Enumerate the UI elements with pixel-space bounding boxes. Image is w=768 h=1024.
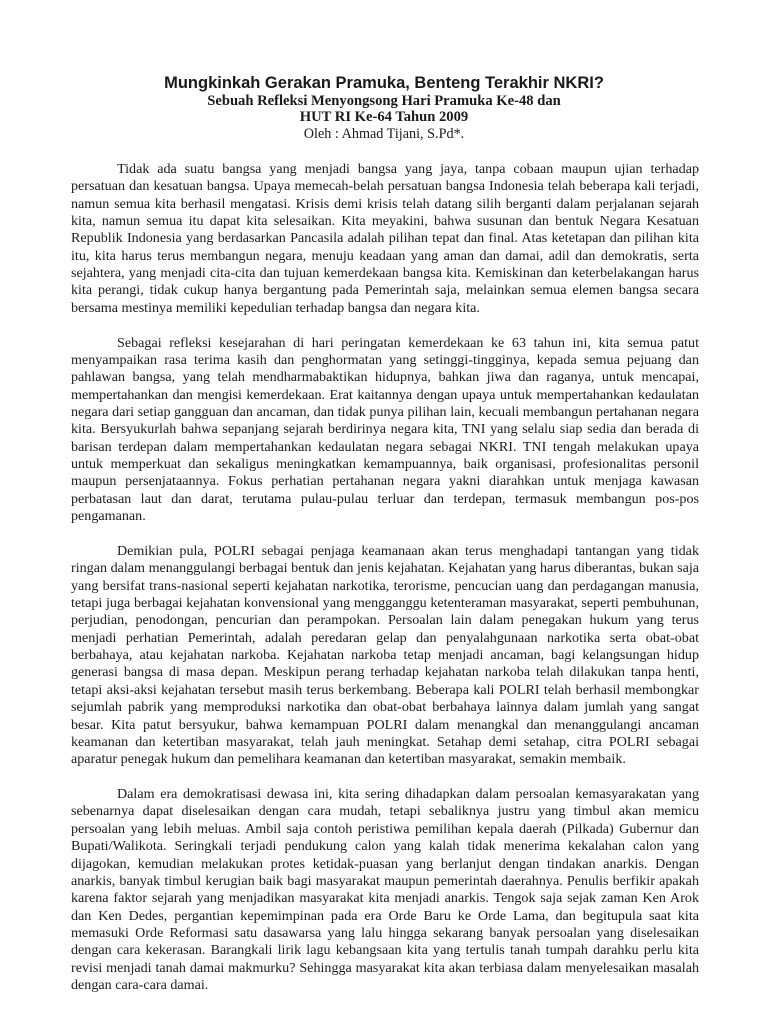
paragraph-2: Sebagai refleksi kesejarahan di hari peringatan kemerdekaan ke 63 tahun ini, kita semua patut menyampaikan rasa terima kasih dan penghormatan yang setinggi-tingginya, kepada semua pejuang dan pahlawan bangsa, yang telah mendharmabaktikan hidupnya, bahkan jiwa dan raganya, untuk mencapai, mempertahankan dan mengisi kemerdekaan. Erat kaitannya dengan upaya untuk mempertahankan kedaulatan negara dari setiap gangguan dan ancaman, dan tidak punya pilihan lain, kecuali membangun pertahanan negara kita. Bersyukurlah bahwa sepanjang sejarah berdirinya negara kita, TNI yang selalu siap sedia dan berada di barisan terdepan dalam mempertahankan kedaulatan negara sebagai NKRI. TNI tengah melakukan upaya untuk memperkuat dan sekaligus meningkatkan kemampuannya, baik organisasi, profesionalitas personil maupun persenjataannya. Fokus perhatian pertahanan negara yakni diarahkan untuk menjaga kawasan perbatasan laut dan darat, terutama pulau-pulau terluar dan terdepan, termasuk membangun pos-pos pengamanan. (71, 334, 699, 525)
document-title: Mungkinkah Gerakan Pramuka, Benteng Terakhir NKRI? (164, 74, 604, 92)
paragraph-3: Demikian pula, POLRI sebagai penjaga keamanaan akan terus menghadapi tantangan yang tidak ringan dalam menanggulangi berbagai bentuk dan jenis kejahatan. Kejahatan yang harus diberantas, bukan saja yang bersifat trans-nasional seperti kejahatan narkotika, terorisme, pencucian uang dan perdagangan manusia, tetapi juga berbagai kejahatan konvensional yang mengganggu ketenteraman masyarakat, seperti pembuhunan, perjudian, penodongan, pencurian dan perampokan. Persoalan lain dalam penegakan hukum yang terus menjadi perhatian Pemerintah, adalah peredaran gelap dan penyalahgunaan narkotika serta obat-obat berbahaya, atau kejahatan narkoba. Kejahatan narkoba tetap menjadi ancaman, bagi kelangsungan hidup generasi bangsa di masa depan. Meskipun perang terhadap kejahatan narkoba telah dilakukan tanpa henti, tetapi aksi-aksi kejahatan tersebut masih terus berkembang. Beberapa kali POLRI telah berhasil membongkar sejumlah pabrik yang memproduksi narkotika dan obat-obat berbahaya lainnya dalam jumlah yang sangat besar. Kita patut bersyukur, bahwa kemampuan POLRI dalam menangkal dan menanggulangi ancaman keamanan dan ketertiban masyarakat, telah jauh meningkat. Setahap demi setahap, citra POLRI sebagai aparatur penegak hukum dan pemelihara keamanan dan ketertiban masyarakat, semakin membaik. (71, 543, 699, 768)
document-header (0, 73, 768, 143)
document-subtitle-line-2: HUT RI Ke-64 Tahun 2009 (299, 109, 469, 125)
paragraph-4: Dalam era demokratisasi dewasa ini, kita sering dihadapkan dalam persoalan kemasyarakatan yang sebenarnya dapat diselesaikan dengan cara mudah, tetapi sebaliknya justru yang timbul akan memicu persoalan yang lebih meluas. Ambil saja contoh peristiwa pemilihan kepala daerah (Pilkada) Gubernur dan Bupati/Walikota. Seringkali terjadi pendukung calon yang kalah tidak menerima kekalahan calon yang dijagokan, kemudian melakukan protes ketidak-puasan yang berlanjut dengan tindakan anarkis. Dengan anarkis, banyak timbul kerugian baik bagi masyarakat maupun pemerintah daerahnya. Penulis berfikir apakah karena faktor sejarah yang menjadikan masyarakat kita menjadi anarkis. Tengok saja sejak zaman Ken Arok dan Ken Dedes, pergantian kepemimpinan pada era Orde Baru ke Orde Lama, dan begitupula saat kita memasuki Orde Reformasi satu dasawarsa yang lalu hingga sekarang banyak persoalan yang diselesaikan dengan cara kekerasan. Barangkali lirik lagu kebangsaan kita yang tertulis tanah tumpah darahku perlu kita revisi menjadi tanah damai makmurku? Sehingga masyarakat kita akan terbiasa dalam menyelesaikan masalah dengan cara-cara damai. (71, 786, 699, 993)
document-subtitle-line-1: Sebuah Refleksi Menyongsong Hari Pramuka Ke-48 dan (207, 93, 561, 109)
document-author: Oleh : Ahmad Tijani, S.Pd*. (303, 126, 465, 142)
paragraph-1: Tidak ada suatu bangsa yang menjadi bangsa yang jaya, tanpa cobaan maupun ujian terhadap persatuan dan kesatuan bangsa. Upaya memecah-belah persatuan bangsa Indonesia telah beberapa kali terjadi, namun semua kita berhasil mengatasi. Krisis demi krisis telah datang silih berganti dalam perjalanan sejarah kita, namun semua itu dapat kita selesaikan. Kita meyakini, bahwa susunan dan bentuk Negara Kesatuan Republik Indonesia yang berdasarkan Pancasila adalah pilihan tepat dan final. Atas ketetapan dan pilihan kita itu, kita harus terus membangun negara, menuju keadaan yang aman dan damai, adil dan demokratis, serta sejahtera, yang menjadi cita-cita dan tujuan kemerdekaan bangsa kita. Kemiskinan dan keterbelakangan harus kita perangi, tidak cukup hanya bergantung pada Pemerintah saja, melainkan semua elemen bangsa secara bersama mestinya memiliki kepedulian terhadap bangsa dan negara kita. (71, 161, 699, 316)
document-body (71, 161, 699, 1012)
